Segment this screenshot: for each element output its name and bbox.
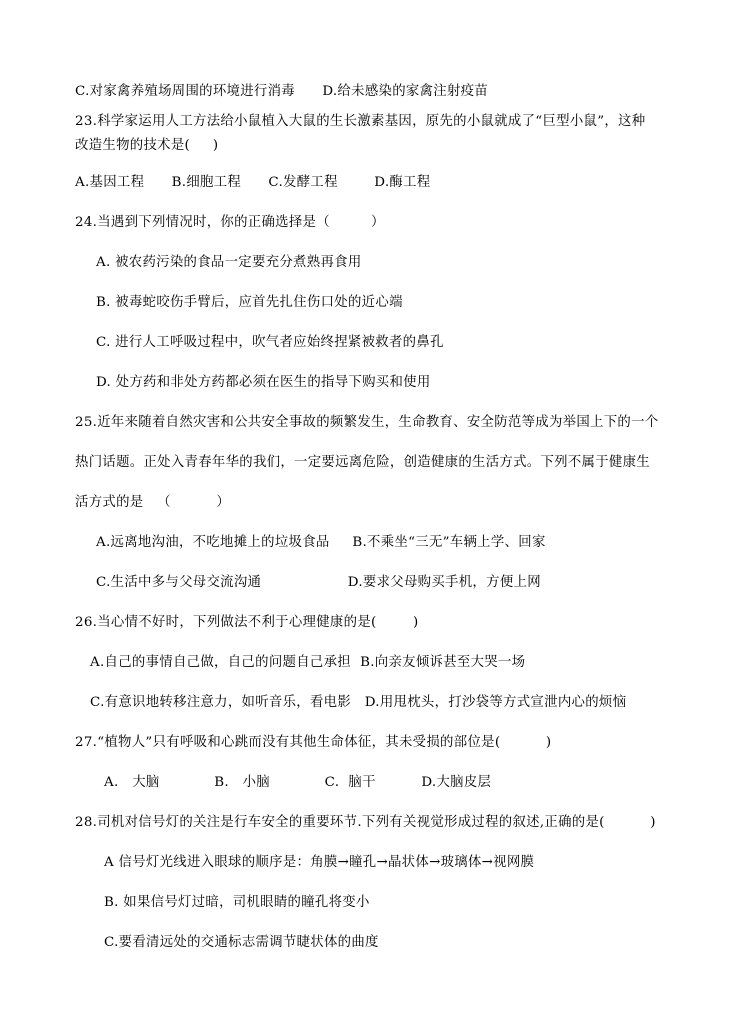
q28-stem: 28.司机对信号灯的关注是行车安全的重要环节.下列有关视觉形成过程的叙述,正确的是( ) <box>75 815 656 830</box>
q26-options-a-b: A.自己的事情自己做，自己的问题自己承担 B.向亲友倾诉甚至大哭一场 <box>90 655 526 670</box>
q23-stem-line1: 23.科学家运用人工方法给小鼠植入大鼠的生长激素基因，原先的小鼠就成了“巨型小鼠”，这种 <box>75 114 646 129</box>
q25-options-c-d: C.生活中多与父母交流沟通 D.要求父母购买手机，方便上网 <box>96 575 541 590</box>
q23-stem-line2: 改造生物的技术是( ) <box>75 138 219 153</box>
q25-stem-line2: 热门话题。正处入青春年华的我们，一定要远离危险，创造健康的生活方式。下列不属于健康生 <box>75 455 651 470</box>
q26-stem: 26.当心情不好时，下列做法不利于心理健康的是( ) <box>75 615 419 630</box>
q27-stem: 27.“植物人”只有呼吸和心跳而没有其他生命体征，其未受损的部位是( ) <box>75 735 552 750</box>
q28-option-c: C.要看清远处的交通标志需调节睫状体的曲度 <box>104 935 379 950</box>
q25-stem-line3: 活方式的是 （ ） <box>75 495 231 510</box>
q28-option-b: B. 如果信号灯过暗，司机眼睛的瞳孔将变小 <box>104 895 370 910</box>
q24-option-b: B. 被毒蛇咬伤手臂后，应首先扎住伤口处的近心端 <box>96 295 403 310</box>
q27-options: A. 大脑 B. 小脑 C. 脑干 D.大脑皮层 <box>104 775 492 790</box>
q24-option-c: C. 进行人工呼吸过程中，吹气者应始终捏紧被救者的鼻孔 <box>96 335 444 350</box>
q24-option-a: A. 被农药污染的食品一定要充分煮熟再食用 <box>96 255 362 270</box>
q26-options-c-d: C.有意识地转移注意力，如听音乐，看电影 D.用甩枕头，打沙袋等方式宣泄内心的烦恼 <box>90 695 627 710</box>
q25-stem-line1: 25.近年来随着自然灾害和公共安全事故的频繁发生，生命教育、安全防范等成为举国上下的一个 <box>75 415 659 430</box>
q24-option-d: D. 处方药和非处方药都必须在医生的指导下购买和使用 <box>96 375 431 390</box>
q25-options-a-b: A.远离地沟油，不吃地摊上的垃圾食品 B.不乘坐“三无”车辆上学、回家 <box>96 535 546 550</box>
q22-options-c-d: C.对家禽养殖场周围的环境进行消毒 D.给未感染的家禽注射疫苗 <box>75 84 489 99</box>
q23-options: A.基因工程 B.细胞工程 C.发酵工程 D.酶工程 <box>75 175 431 190</box>
q24-stem: 24.当遇到下列情况时，你的正确选择是（ ） <box>75 215 385 230</box>
q28-option-a: A 信号灯光线进入眼球的顺序是：角膜→瞳孔→晶状体→玻璃体→视网膜 <box>104 855 535 870</box>
